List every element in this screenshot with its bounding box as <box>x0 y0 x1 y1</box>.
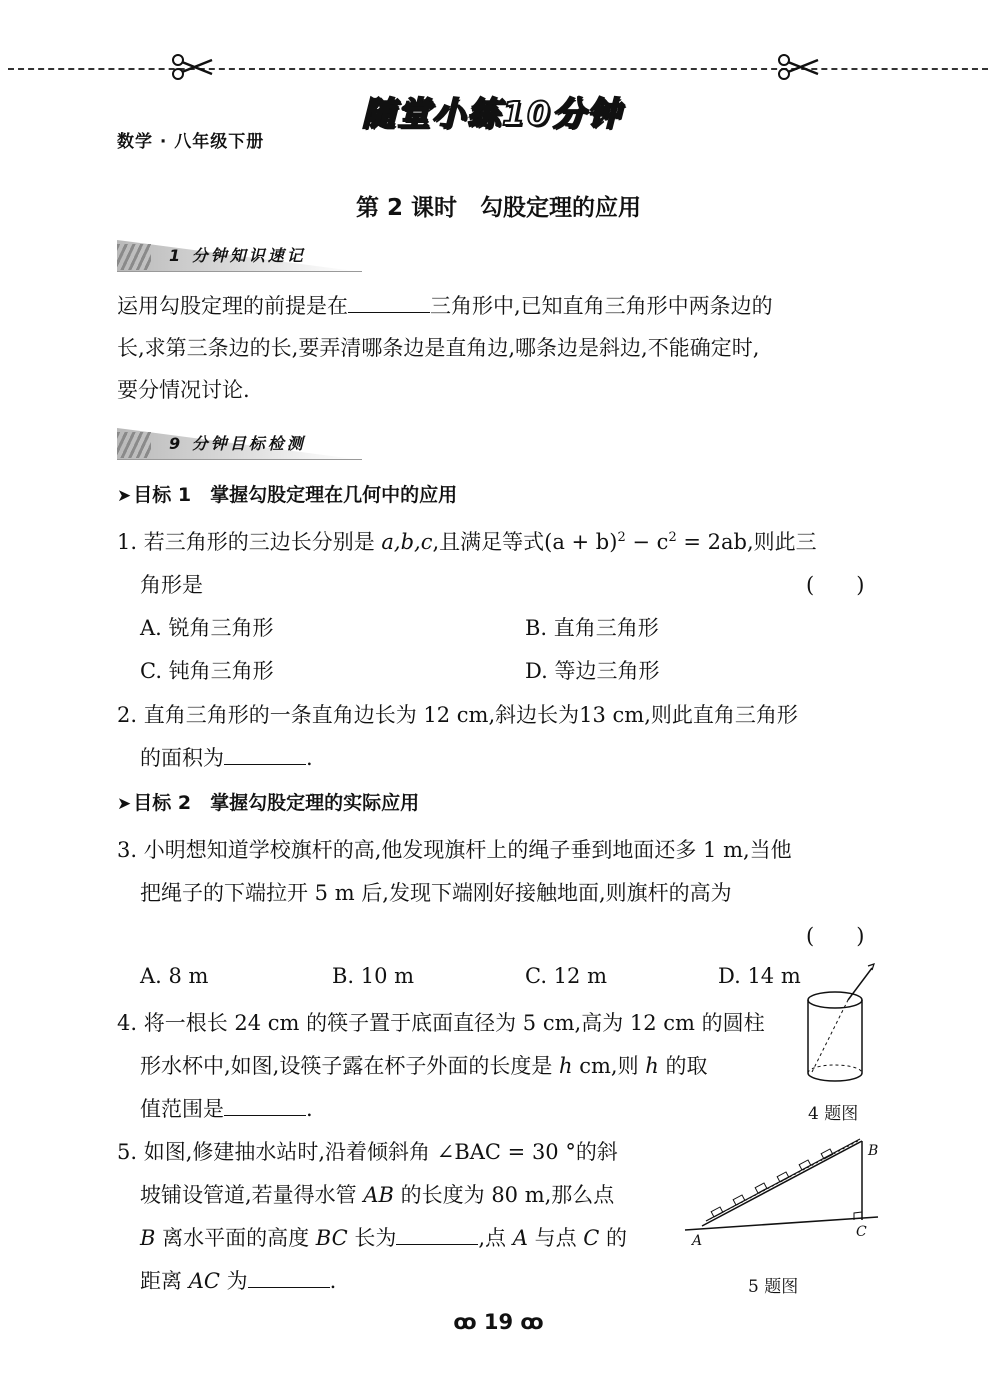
answer-blank[interactable] <box>396 1224 478 1245</box>
answer-bracket[interactable]: ( ) <box>806 573 865 597</box>
cylinder-cup-figure <box>800 960 880 1090</box>
ornament-icon: ꝏ <box>520 1310 544 1334</box>
option-c[interactable]: C. 12 m <box>525 964 607 988</box>
question-4-line-1: 4. 将一根长 24 cm 的筷子置于底面直径为 5 cm,高为 12 cm 的圆柱 <box>117 1011 765 1035</box>
point-c-label: C <box>856 1224 867 1240</box>
section-header-test <box>117 428 362 460</box>
question-1-line-1: 1. 若三角形的三边长分别是 a,b,c,且满足等式$(a + b)^2 - c^2 = 2ab$,则此三 <box>117 530 817 554</box>
question-5-line-3: B 离水平面的高度 BC 长为 ,点 A 与点 C 的 <box>140 1226 628 1250</box>
question-2-line-1: 2. 直角三角形的一条直角边长为 12 cm,斜边长为13 cm,则此直角三角形 <box>117 703 798 727</box>
question-3-line-2: 把绳子的下端拉开 5 m 后,发现下端刚好接触地面,则旗杆的高为 <box>140 881 732 905</box>
question-5-line-4: 距离 AC 为 . <box>140 1269 337 1293</box>
slope-pipe-figure <box>680 1135 880 1250</box>
section-title: 1 分钟知识速记 <box>169 246 306 265</box>
page-number-footer <box>0 1310 997 1334</box>
cut-line <box>8 68 988 70</box>
question-5-line-2: 坡铺设管道,若量得水管 AB 的长度为 80 m,那么点 <box>140 1183 615 1207</box>
figure-5-caption: 5 题图 <box>748 1277 799 1297</box>
option-b[interactable]: B. 直角三角形 <box>525 616 659 640</box>
option-a[interactable]: A. 8 m <box>140 964 209 988</box>
answer-blank[interactable] <box>248 1267 330 1288</box>
option-a[interactable]: A. 锐角三角形 <box>140 616 274 640</box>
answer-blank[interactable] <box>224 744 306 765</box>
ornament-icon: ꝏ <box>453 1310 477 1334</box>
question-4-line-2: 形水杯中,如图,设筷子露在杯子外面的长度是 h cm,则 h 的取 <box>140 1054 708 1078</box>
question-2-line-2: 的面积为 . <box>140 746 313 770</box>
banner-title: 随堂小练10分钟 <box>362 94 622 133</box>
scissors-icon <box>776 52 820 82</box>
answer-blank[interactable] <box>348 292 430 313</box>
option-c[interactable]: C. 钝角三角形 <box>140 659 274 683</box>
arrow-icon: ➤ <box>117 486 132 506</box>
question-3-line-1: 3. 小明想知道学校旗杆的高,他发现旗杆上的绳子垂到地面还多 1 m,当他 <box>117 838 792 862</box>
question-1-line-2: 角形是 <box>140 573 203 597</box>
section-header-knowledge <box>117 240 362 272</box>
scissors-icon <box>170 52 214 82</box>
option-d[interactable]: D. 等边三角形 <box>525 659 660 683</box>
answer-bracket[interactable]: ( ) <box>806 924 865 948</box>
question-4-line-3: 值范围是 . <box>140 1097 313 1121</box>
figure-4-caption: 4 题图 <box>808 1104 859 1124</box>
section-title: 9 分钟目标检测 <box>169 434 306 453</box>
subject-label: 数学 · 八年级下册 <box>117 132 265 152</box>
point-b-label: B <box>868 1143 879 1159</box>
arrow-icon: ➤ <box>117 794 132 814</box>
option-b[interactable]: B. 10 m <box>332 964 415 988</box>
lesson-title: 第 2 课时 勾股定理的应用 <box>355 195 642 221</box>
goal-2-heading: ➤ 目标 2 掌握勾股定理的实际应用 <box>117 792 420 814</box>
option-d[interactable]: D. 14 m <box>718 964 801 988</box>
point-a-label: A <box>692 1233 703 1249</box>
page-number: 19 <box>483 1310 514 1334</box>
question-5-line-1: 5. 如图,修建抽水站时,沿着倾斜角 ∠BAC = 30 °的斜 <box>117 1140 618 1164</box>
goal-1-heading: ➤ 目标 1 掌握勾股定理在几何中的应用 <box>117 484 458 506</box>
knowledge-paragraph: 运用勾股定理的前提是在 三角形中,已知直角三角形中两条边的 长,求第三条边的长,要弄清哪条边是直角边,哪条边是斜边,不能确定时, 要分情况讨论. <box>117 294 773 402</box>
answer-blank[interactable] <box>224 1095 306 1116</box>
